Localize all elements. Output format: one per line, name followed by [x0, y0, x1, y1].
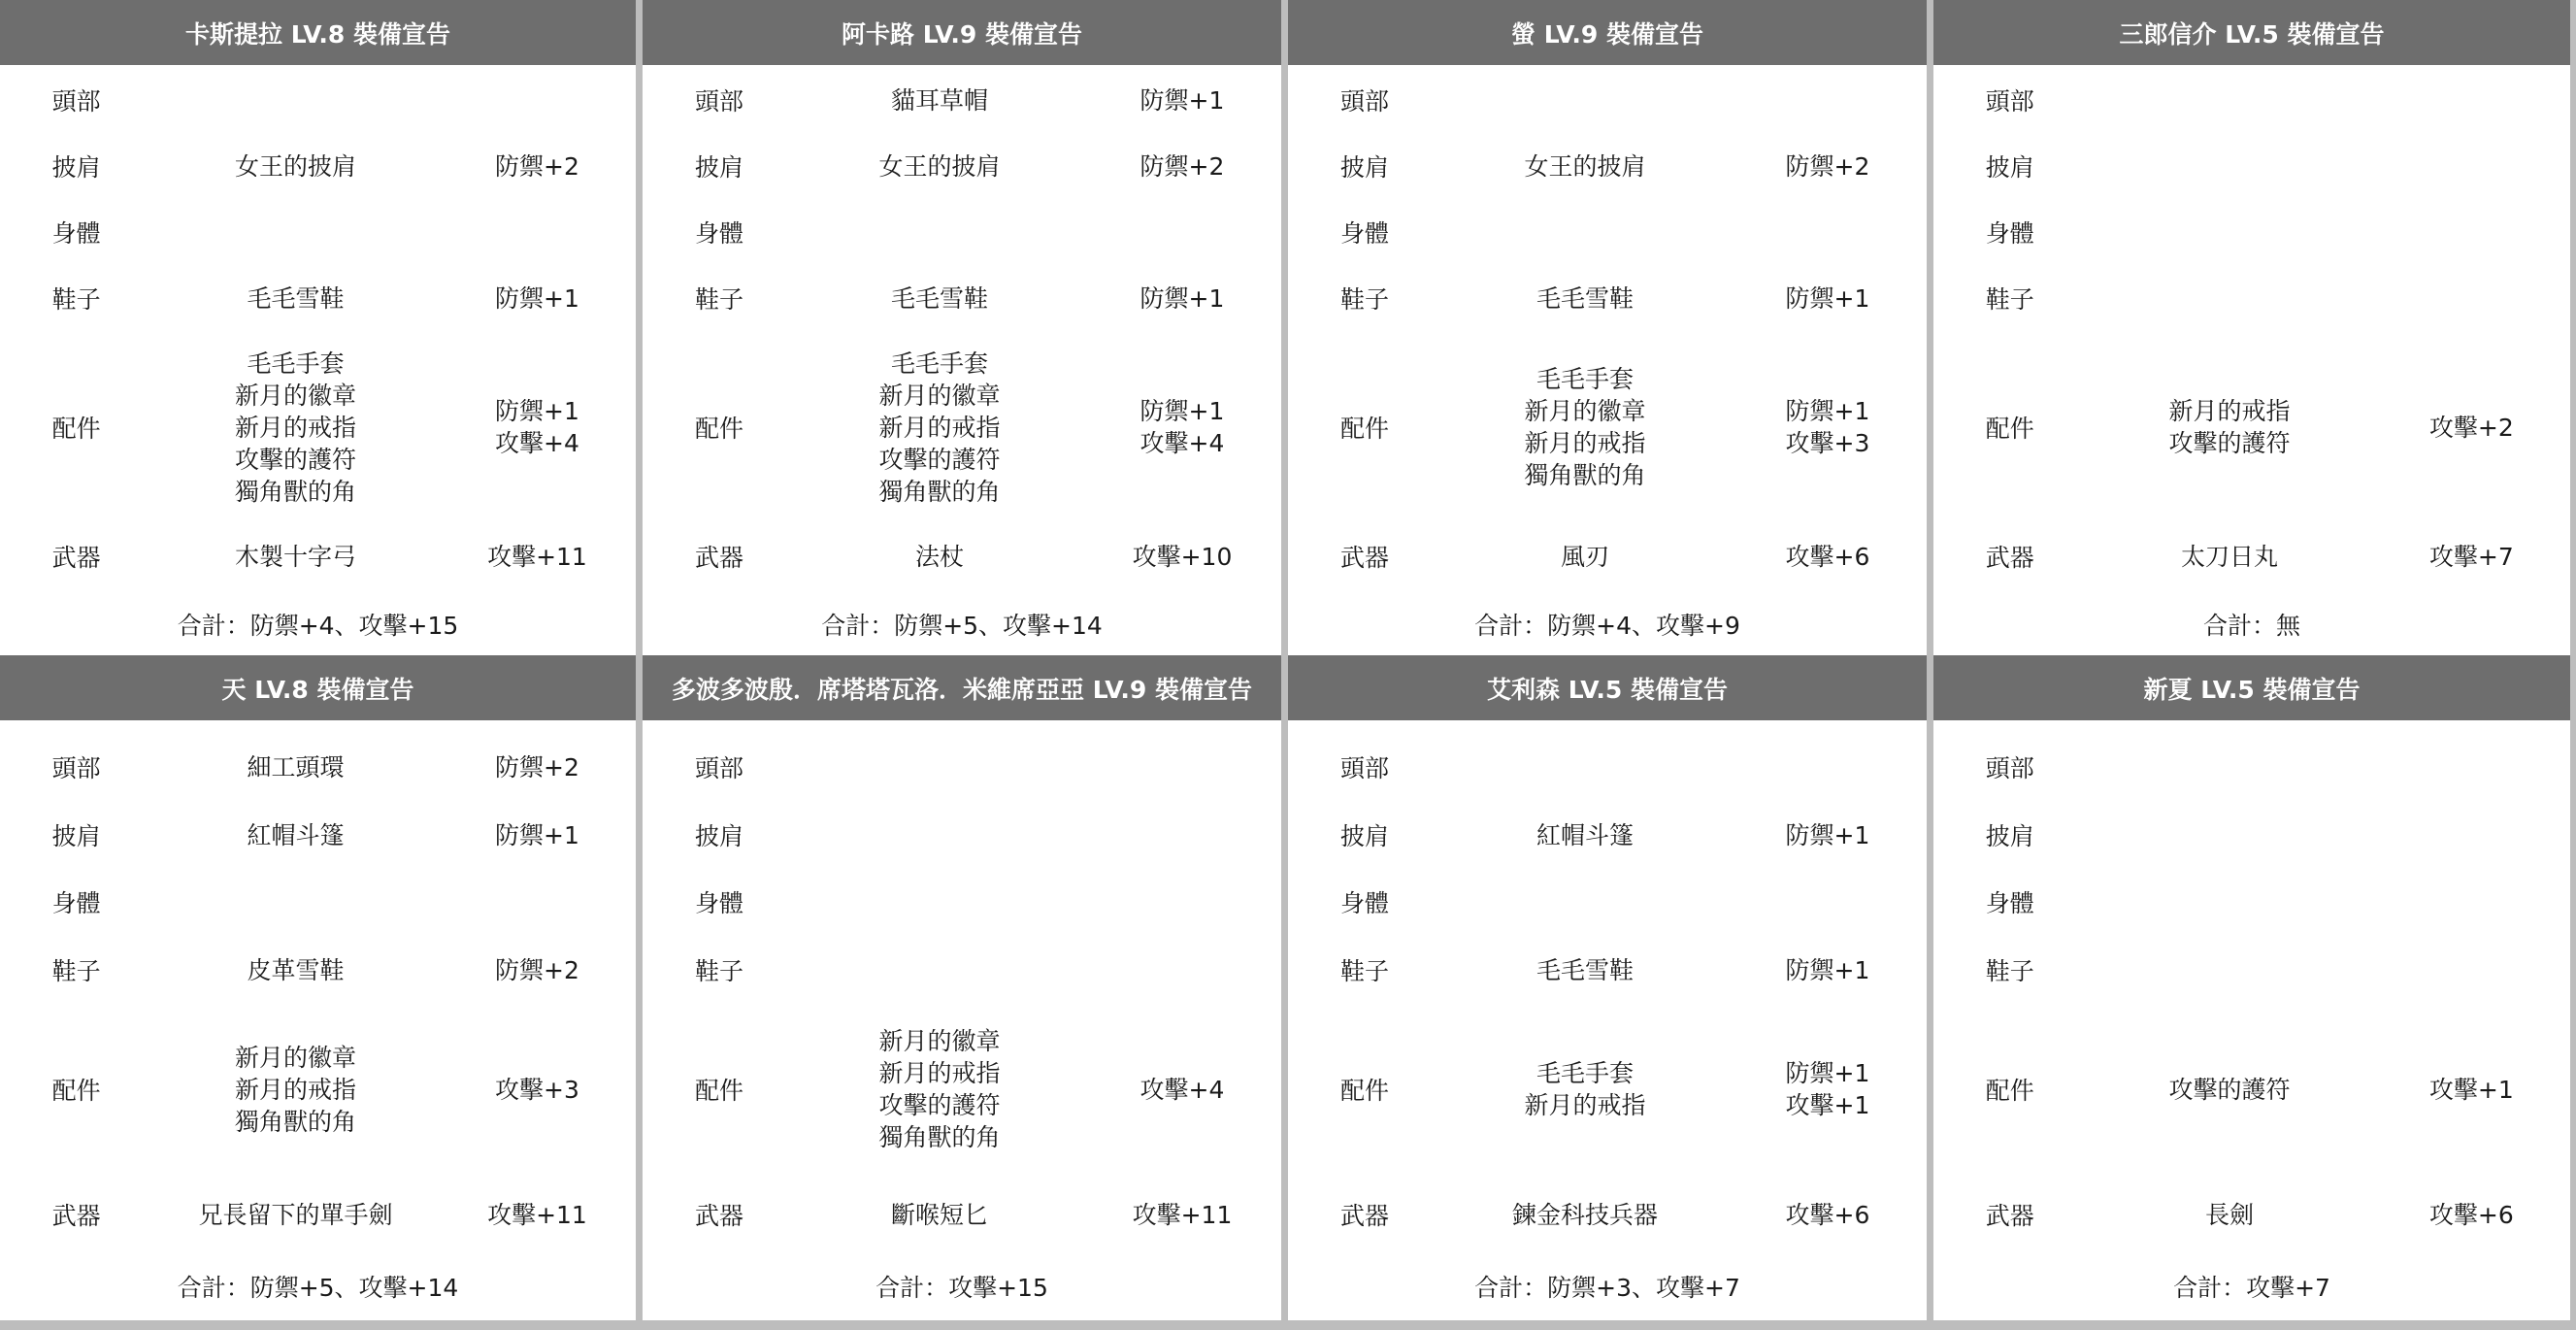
slot-label: 武器: [694, 544, 743, 572]
item-name: 新月的戒指: [878, 413, 1001, 442]
slot-label: 武器: [51, 544, 101, 572]
character-panel: [0, 655, 636, 1320]
stat-bonus: 攻擊+11: [487, 1200, 587, 1229]
slot-label: 鞋子: [694, 957, 743, 985]
item-names: [152, 751, 439, 783]
total-summary: 合計：防禦+5、攻擊+14: [821, 612, 1103, 640]
item-name: 新月的戒指: [235, 1075, 357, 1104]
equipment-row: [1288, 363, 1927, 491]
item-stats: [1083, 395, 1281, 459]
equipment-row: [1288, 150, 1927, 183]
item-names: [2086, 395, 2372, 459]
stat-bonus: 防禦+1: [1139, 85, 1225, 115]
item-names: [2086, 1074, 2372, 1106]
item-name: 獨角獸的角: [878, 477, 1001, 506]
equipment-row: [1288, 1057, 1927, 1121]
stat-bonus: 防禦+1: [495, 283, 579, 313]
slot-label: 鞋子: [1985, 957, 2034, 985]
item-name: 獨角獸的角: [1524, 461, 1646, 489]
item-name: 新月的戒指: [235, 413, 357, 442]
stat-bonus: 防禦+1: [1785, 397, 1870, 425]
item-stats: [439, 819, 636, 851]
character-panel: [1933, 0, 2570, 655]
equipment-row: [643, 84, 1281, 116]
slot-label: 武器: [694, 1202, 743, 1230]
item-stats: [439, 954, 636, 986]
item-name: 紅帽斗篷: [1536, 820, 1634, 849]
slot-label: 配件: [1985, 1077, 2034, 1105]
item-names: [796, 541, 1083, 573]
equipment-row: [1288, 819, 1927, 851]
panel-title: 螢 LV.9 裝備宣告: [1288, 0, 1927, 65]
equipment-row: [0, 348, 636, 508]
equipment-row: [1288, 216, 1927, 249]
item-stats: [2373, 1074, 2570, 1106]
slot-label: 身體: [1985, 889, 2034, 917]
item-names: [2086, 541, 2372, 573]
stat-bonus: 攻擊+1: [2428, 1075, 2514, 1104]
item-names: [2086, 1199, 2372, 1231]
item-names: [1441, 819, 1729, 851]
item-names: [1441, 150, 1729, 183]
item-stats: [1729, 541, 1927, 573]
stat-bonus: 防禦+2: [1785, 151, 1870, 181]
character-panel: [643, 0, 1281, 655]
slot-label: 披肩: [694, 153, 743, 182]
item-stats: [439, 541, 636, 573]
slot-label: 身體: [51, 219, 101, 248]
slot-label: 鞋子: [51, 957, 101, 985]
total-summary: 合計：防禦+3、攻擊+7: [1474, 1274, 1740, 1302]
item-stats: [1083, 283, 1281, 315]
slot-label: 披肩: [1339, 822, 1389, 850]
item-name: 新月的徽章: [1524, 397, 1646, 425]
item-name: 女王的披肩: [235, 151, 357, 181]
item-name: 攻擊的護符: [2168, 429, 2291, 457]
item-name: 毛毛雪鞋: [247, 283, 345, 313]
equipment-row: [1933, 954, 2570, 986]
slot-label: 配件: [694, 1077, 743, 1105]
character-panel: [0, 0, 636, 655]
stat-bonus: 攻擊+11: [487, 542, 587, 571]
equipment-row: [643, 751, 1281, 783]
item-name: 新月的戒指: [878, 1059, 1001, 1087]
stat-bonus: 攻擊+11: [1132, 1200, 1233, 1229]
total-summary: 合計：防禦+5、攻擊+14: [177, 1274, 459, 1302]
stat-bonus: 防禦+1: [495, 397, 579, 425]
slot-label: 頭部: [694, 87, 743, 116]
slot-label: 配件: [694, 415, 743, 443]
item-name: 攻擊的護符: [2168, 1075, 2291, 1104]
item-stats: [1729, 395, 1927, 459]
stat-bonus: 攻擊+1: [1785, 1091, 1870, 1119]
stat-bonus: 攻擊+3: [1785, 429, 1870, 457]
slot-label: 頭部: [694, 754, 743, 782]
panel-title: 艾利森 LV.5 裝備宣告: [1288, 655, 1927, 720]
slot-label: 身體: [1985, 219, 2034, 248]
item-names: [1441, 363, 1729, 491]
item-names: [1441, 283, 1729, 315]
equipment-row: [643, 886, 1281, 918]
slot-label: 武器: [1985, 1202, 2034, 1230]
item-name: 風刃: [1560, 542, 1609, 571]
item-stats: [1083, 541, 1281, 573]
item-stats: [1083, 1199, 1281, 1231]
stat-bonus: 防禦+2: [495, 151, 579, 181]
item-stats: [439, 150, 636, 183]
slot-label: 武器: [51, 1202, 101, 1230]
slot-label: 身體: [694, 889, 743, 917]
total-summary: 合計：無: [2202, 612, 2300, 640]
slot-label: 配件: [51, 1077, 101, 1105]
slot-label: 披肩: [51, 153, 101, 182]
equipment-row: [643, 1199, 1281, 1231]
stat-bonus: 防禦+1: [1785, 955, 1870, 984]
equipment-row: [1288, 1199, 1927, 1231]
equipment-row: [643, 150, 1281, 183]
stat-bonus: 攻擊+6: [2428, 1200, 2514, 1229]
item-name: 新月的戒指: [1524, 1091, 1646, 1119]
stat-bonus: 攻擊+10: [1132, 542, 1233, 571]
equipment-row: [0, 886, 636, 918]
item-name: 女王的披肩: [1524, 151, 1646, 181]
item-stats: [1729, 954, 1927, 986]
equipment-row: [1933, 819, 2570, 851]
character-panel: [1288, 0, 1927, 655]
item-names: [796, 1199, 1083, 1231]
item-name: 新月的戒指: [1524, 429, 1646, 457]
slot-label: 身體: [1339, 219, 1389, 248]
slot-label: 頭部: [51, 754, 101, 782]
equipment-row: [1288, 84, 1927, 116]
item-names: [1441, 1057, 1729, 1121]
slot-label: 披肩: [1339, 153, 1389, 182]
stat-bonus: 攻擊+2: [2428, 413, 2514, 442]
item-names: [152, 1042, 439, 1138]
equipment-row: [643, 283, 1281, 315]
equipment-row: [643, 348, 1281, 508]
stat-bonus: 防禦+1: [1785, 1059, 1870, 1087]
item-names: [152, 954, 439, 986]
slot-label: 頭部: [1985, 754, 2034, 782]
total-summary: 合計：攻擊+15: [875, 1274, 1048, 1302]
slot-label: 鞋子: [1985, 285, 2034, 314]
item-name: 女王的披肩: [878, 151, 1001, 181]
equipment-row: [643, 216, 1281, 249]
character-panel: [1933, 655, 2570, 1320]
panel-title: 多波多波殷．席塔塔瓦洛．米維席亞亞 LV.9 裝備宣告: [643, 655, 1281, 720]
stat-bonus: 防禦+1: [1139, 397, 1225, 425]
item-name: 貓耳草帽: [890, 85, 988, 115]
item-stats: [2373, 541, 2570, 573]
item-stats: [439, 1199, 636, 1231]
equipment-row: [0, 751, 636, 783]
character-panel: [643, 655, 1281, 1320]
stat-bonus: 攻擊+6: [1785, 1200, 1870, 1229]
item-stats: [1729, 1057, 1927, 1121]
item-name: 新月的徽章: [878, 1027, 1001, 1055]
stat-bonus: 防禦+2: [495, 752, 579, 781]
item-names: [796, 348, 1083, 508]
item-names: [796, 1025, 1083, 1153]
slot-label: 鞋子: [1339, 285, 1389, 314]
item-names: [152, 819, 439, 851]
item-stats: [1729, 150, 1927, 183]
item-names: [796, 84, 1083, 116]
panel-title: 天 LV.8 裝備宣告: [0, 655, 636, 720]
total-summary: 合計：防禦+4、攻擊+9: [1474, 612, 1740, 640]
total-summary: 合計：防禦+4、攻擊+15: [177, 612, 459, 640]
equipment-row: [0, 283, 636, 315]
slot-label: 配件: [1985, 415, 2034, 443]
equipment-row: [1933, 886, 2570, 918]
slot-label: 披肩: [51, 822, 101, 850]
slot-label: 頭部: [51, 87, 101, 116]
item-name: 紅帽斗篷: [247, 820, 345, 849]
slot-label: 頭部: [1339, 87, 1389, 116]
item-stats: [1083, 1074, 1281, 1106]
equipment-row: [1288, 541, 1927, 573]
slot-label: 鞋子: [51, 285, 101, 314]
equipment-row: [0, 1042, 636, 1138]
item-name: 新月的徽章: [878, 381, 1001, 410]
slot-label: 披肩: [694, 822, 743, 850]
item-names: [796, 283, 1083, 315]
slot-label: 武器: [1985, 544, 2034, 572]
item-stats: [1083, 84, 1281, 116]
item-stats: [439, 283, 636, 315]
item-names: [1441, 954, 1729, 986]
slot-label: 身體: [51, 889, 101, 917]
stat-bonus: 攻擊+7: [2428, 542, 2514, 571]
item-names: [152, 1199, 439, 1231]
item-stats: [1729, 819, 1927, 851]
item-name: 新月的徽章: [235, 381, 357, 410]
equipment-row: [0, 150, 636, 183]
item-name: 獨角獸的角: [235, 477, 357, 506]
slot-label: 頭部: [1985, 87, 2034, 116]
equipment-row: [1933, 283, 2570, 315]
total-summary: 合計：攻擊+7: [2173, 1274, 2330, 1302]
panel-title: 三郎信介 LV.5 裝備宣告: [1933, 0, 2570, 65]
item-names: [152, 541, 439, 573]
item-stats: [2373, 1199, 2570, 1231]
equipment-row: [1933, 216, 2570, 249]
item-name: 毛毛雪鞋: [1536, 283, 1634, 313]
slot-label: 身體: [694, 219, 743, 248]
equipment-row: [1288, 283, 1927, 315]
item-name: 鍊金科技兵器: [1511, 1200, 1658, 1229]
equipment-row: [643, 541, 1281, 573]
item-name: 毛毛手套: [890, 349, 988, 378]
equipment-row: [1933, 1199, 2570, 1231]
item-name: 毛毛雪鞋: [1536, 955, 1634, 984]
item-stats: [439, 751, 636, 783]
item-name: 毛毛手套: [1536, 365, 1634, 393]
equipment-row: [643, 819, 1281, 851]
equipment-row: [1288, 751, 1927, 783]
equipment-row: [1933, 150, 2570, 183]
equipment-row: [1933, 541, 2570, 573]
item-names: [1441, 541, 1729, 573]
item-name: 攻擊的護符: [878, 1091, 1001, 1119]
item-names: [796, 150, 1083, 183]
equipment-row: [0, 819, 636, 851]
stat-bonus: 攻擊+4: [1139, 429, 1225, 457]
stat-bonus: 攻擊+6: [1785, 542, 1870, 571]
slot-label: 武器: [1339, 1202, 1389, 1230]
slot-label: 頭部: [1339, 754, 1389, 782]
item-stats: [2373, 412, 2570, 444]
stat-bonus: 防禦+1: [1785, 283, 1870, 313]
slot-label: 鞋子: [1339, 957, 1389, 985]
stat-bonus: 防禦+2: [495, 955, 579, 984]
equipment-row: [0, 84, 636, 116]
slot-label: 披肩: [1985, 822, 2034, 850]
equipment-row: [1288, 886, 1927, 918]
item-stats: [1083, 150, 1281, 183]
slot-label: 配件: [1339, 1077, 1389, 1105]
equipment-row: [1933, 84, 2570, 116]
stat-bonus: 攻擊+4: [1139, 1075, 1225, 1104]
item-name: 木製十字弓: [235, 542, 357, 571]
item-name: 毛毛手套: [247, 349, 345, 378]
item-stats: [439, 1074, 636, 1106]
slot-label: 武器: [1339, 544, 1389, 572]
item-name: 獨角獸的角: [878, 1123, 1001, 1151]
stat-bonus: 防禦+1: [1139, 283, 1225, 313]
item-name: 獨角獸的角: [235, 1107, 357, 1136]
item-names: [1441, 1199, 1729, 1231]
item-name: 毛毛手套: [1536, 1059, 1634, 1087]
item-name: 毛毛雪鞋: [890, 283, 988, 313]
equipment-row: [0, 541, 636, 573]
item-name: 攻擊的護符: [235, 445, 357, 474]
item-name: 攻擊的護符: [878, 445, 1001, 474]
item-stats: [439, 395, 636, 459]
stat-bonus: 防禦+1: [495, 820, 579, 849]
item-names: [152, 348, 439, 508]
item-name: 新月的戒指: [2168, 397, 2291, 425]
item-name: 新月的徽章: [235, 1043, 357, 1072]
slot-label: 身體: [1339, 889, 1389, 917]
item-name: 長劍: [2205, 1200, 2255, 1229]
equipment-row: [0, 954, 636, 986]
item-names: [152, 283, 439, 315]
equipment-row: [1933, 1074, 2570, 1106]
equipment-row: [643, 954, 1281, 986]
item-name: 細工頭環: [247, 752, 345, 781]
stat-bonus: 攻擊+3: [495, 1075, 579, 1104]
slot-label: 披肩: [1985, 153, 2034, 182]
equipment-row: [1288, 954, 1927, 986]
stat-bonus: 攻擊+4: [495, 429, 579, 457]
equipment-row: [1933, 395, 2570, 459]
character-panel: [1288, 655, 1927, 1320]
item-names: [152, 150, 439, 183]
item-stats: [1729, 1199, 1927, 1231]
equipment-row: [1933, 751, 2570, 783]
panel-title: 新夏 LV.5 裝備宣告: [1933, 655, 2570, 720]
equipment-row: [0, 216, 636, 249]
panel-title: 卡斯提拉 LV.8 裝備宣告: [0, 0, 636, 65]
slot-label: 配件: [1339, 415, 1389, 443]
item-name: 法杖: [914, 542, 964, 571]
stat-bonus: 防禦+2: [1139, 151, 1225, 181]
item-name: 太刀日丸: [2181, 542, 2279, 571]
item-stats: [1729, 283, 1927, 315]
equipment-row: [0, 1199, 636, 1231]
equipment-row: [643, 1025, 1281, 1153]
item-name: 斷喉短匕: [890, 1200, 988, 1229]
slot-label: 配件: [51, 415, 101, 443]
slot-label: 鞋子: [694, 285, 743, 314]
item-name: 皮革雪鞋: [247, 955, 345, 984]
panel-title: 阿卡路 LV.9 裝備宣告: [643, 0, 1281, 65]
item-name: 兄長留下的單手劍: [198, 1200, 393, 1229]
stat-bonus: 防禦+1: [1785, 820, 1870, 849]
